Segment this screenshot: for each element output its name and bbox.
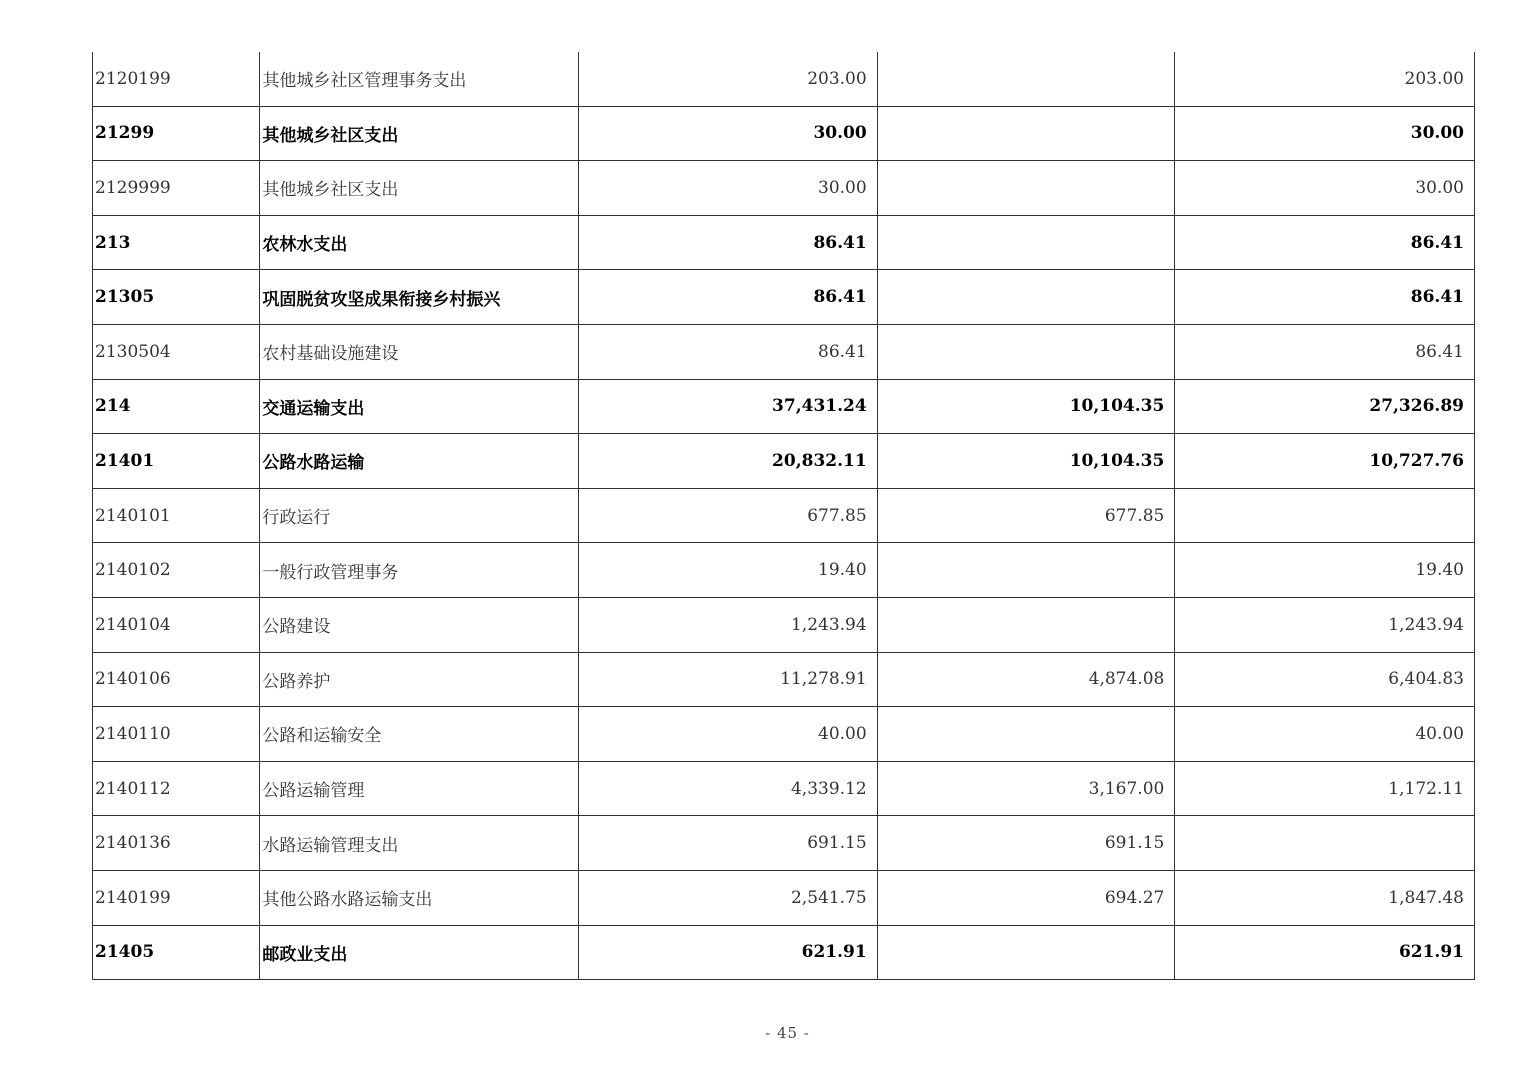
page-number: - 45 - bbox=[765, 1024, 810, 1042]
function-name-cell: 其他城乡社区支出 bbox=[260, 106, 579, 161]
total-amount-cell: 677.85 bbox=[579, 488, 878, 543]
function-code-cell: 2140110 bbox=[93, 707, 260, 762]
function-name-cell: 其他城乡社区支出 bbox=[260, 161, 579, 216]
table-row bbox=[93, 324, 1475, 379]
project-expenditure-cell: 27,326.89 bbox=[1175, 379, 1475, 434]
function-code-cell: 2129999 bbox=[93, 161, 260, 216]
project-expenditure-cell: 621.91 bbox=[1175, 925, 1475, 980]
total-amount-cell: 86.41 bbox=[579, 215, 878, 270]
project-expenditure-cell bbox=[1175, 488, 1475, 543]
project-expenditure-cell: 30.00 bbox=[1175, 106, 1475, 161]
basic-expenditure-cell bbox=[877, 925, 1175, 980]
project-expenditure-cell: 30.00 bbox=[1175, 161, 1475, 216]
function-code-cell: 21305 bbox=[93, 270, 260, 325]
function-code-cell: 214 bbox=[93, 379, 260, 434]
table-row bbox=[93, 925, 1475, 980]
project-expenditure-cell: 86.41 bbox=[1175, 324, 1475, 379]
table-row bbox=[93, 52, 1475, 106]
function-name-cell: 公路运输管理 bbox=[260, 761, 579, 816]
function-code-cell: 21401 bbox=[93, 434, 260, 489]
basic-expenditure-cell bbox=[877, 161, 1175, 216]
project-expenditure-cell: 203.00 bbox=[1175, 52, 1475, 106]
project-expenditure-cell: 86.41 bbox=[1175, 215, 1475, 270]
table-row bbox=[93, 215, 1475, 270]
table-body bbox=[93, 52, 1475, 980]
table-row bbox=[93, 652, 1475, 707]
function-code-cell: 2140104 bbox=[93, 597, 260, 652]
table-row bbox=[93, 106, 1475, 161]
function-code-cell: 2130504 bbox=[93, 324, 260, 379]
basic-expenditure-cell: 691.15 bbox=[877, 816, 1175, 871]
table-row bbox=[93, 434, 1475, 489]
total-amount-cell: 621.91 bbox=[579, 925, 878, 980]
basic-expenditure-cell: 10,104.35 bbox=[877, 379, 1175, 434]
table-row bbox=[93, 707, 1475, 762]
total-amount-cell: 30.00 bbox=[579, 161, 878, 216]
basic-expenditure-cell bbox=[877, 215, 1175, 270]
function-code-cell: 2140101 bbox=[93, 488, 260, 543]
table-row bbox=[93, 379, 1475, 434]
basic-expenditure-cell bbox=[877, 52, 1175, 106]
project-expenditure-cell: 40.00 bbox=[1175, 707, 1475, 762]
function-code-cell: 21299 bbox=[93, 106, 260, 161]
basic-expenditure-cell bbox=[877, 106, 1175, 161]
total-amount-cell: 19.40 bbox=[579, 543, 878, 598]
basic-expenditure-cell bbox=[877, 707, 1175, 762]
basic-expenditure-cell bbox=[877, 270, 1175, 325]
function-name-cell: 农村基础设施建设 bbox=[260, 324, 579, 379]
table-row bbox=[93, 543, 1475, 598]
function-code-cell: 213 bbox=[93, 215, 260, 270]
total-amount-cell: 40.00 bbox=[579, 707, 878, 762]
project-expenditure-cell: 19.40 bbox=[1175, 543, 1475, 598]
function-name-cell: 公路养护 bbox=[260, 652, 579, 707]
table-row bbox=[93, 870, 1475, 925]
table-row bbox=[93, 270, 1475, 325]
table-row bbox=[93, 761, 1475, 816]
total-amount-cell: 86.41 bbox=[579, 270, 878, 325]
function-code-cell: 21405 bbox=[93, 925, 260, 980]
function-name-cell: 一般行政管理事务 bbox=[260, 543, 579, 598]
table-row bbox=[93, 488, 1475, 543]
budget-expenditure-table bbox=[92, 52, 1475, 980]
function-name-cell: 行政运行 bbox=[260, 488, 579, 543]
project-expenditure-cell: 1,172.11 bbox=[1175, 761, 1475, 816]
function-name-cell: 公路和运输安全 bbox=[260, 707, 579, 762]
total-amount-cell: 691.15 bbox=[579, 816, 878, 871]
basic-expenditure-cell: 3,167.00 bbox=[877, 761, 1175, 816]
function-code-cell: 2140106 bbox=[93, 652, 260, 707]
basic-expenditure-cell bbox=[877, 324, 1175, 379]
table-row bbox=[93, 161, 1475, 216]
function-name-cell: 巩固脱贫攻坚成果衔接乡村振兴 bbox=[260, 270, 579, 325]
function-name-cell: 农林水支出 bbox=[260, 215, 579, 270]
total-amount-cell: 86.41 bbox=[579, 324, 878, 379]
function-code-cell: 2140136 bbox=[93, 816, 260, 871]
basic-expenditure-cell bbox=[877, 597, 1175, 652]
table-row bbox=[93, 816, 1475, 871]
total-amount-cell: 11,278.91 bbox=[579, 652, 878, 707]
function-name-cell: 其他公路水路运输支出 bbox=[260, 870, 579, 925]
basic-expenditure-cell: 10,104.35 bbox=[877, 434, 1175, 489]
function-name-cell: 邮政业支出 bbox=[260, 925, 579, 980]
function-code-cell: 2120199 bbox=[93, 52, 260, 106]
function-name-cell: 水路运输管理支出 bbox=[260, 816, 579, 871]
function-code-cell: 2140199 bbox=[93, 870, 260, 925]
table-row bbox=[93, 597, 1475, 652]
project-expenditure-cell: 1,847.48 bbox=[1175, 870, 1475, 925]
total-amount-cell: 2,541.75 bbox=[579, 870, 878, 925]
project-expenditure-cell: 1,243.94 bbox=[1175, 597, 1475, 652]
function-name-cell: 交通运输支出 bbox=[260, 379, 579, 434]
function-name-cell: 公路建设 bbox=[260, 597, 579, 652]
basic-expenditure-cell: 694.27 bbox=[877, 870, 1175, 925]
project-expenditure-cell: 6,404.83 bbox=[1175, 652, 1475, 707]
basic-expenditure-cell bbox=[877, 543, 1175, 598]
total-amount-cell: 30.00 bbox=[579, 106, 878, 161]
project-expenditure-cell bbox=[1175, 816, 1475, 871]
total-amount-cell: 4,339.12 bbox=[579, 761, 878, 816]
total-amount-cell: 1,243.94 bbox=[579, 597, 878, 652]
function-name-cell: 其他城乡社区管理事务支出 bbox=[260, 52, 579, 106]
function-code-cell: 2140102 bbox=[93, 543, 260, 598]
basic-expenditure-cell: 677.85 bbox=[877, 488, 1175, 543]
project-expenditure-cell: 10,727.76 bbox=[1175, 434, 1475, 489]
basic-expenditure-cell: 4,874.08 bbox=[877, 652, 1175, 707]
total-amount-cell: 20,832.11 bbox=[579, 434, 878, 489]
function-name-cell: 公路水路运输 bbox=[260, 434, 579, 489]
total-amount-cell: 37,431.24 bbox=[579, 379, 878, 434]
function-code-cell: 2140112 bbox=[93, 761, 260, 816]
total-amount-cell: 203.00 bbox=[579, 52, 878, 106]
project-expenditure-cell: 86.41 bbox=[1175, 270, 1475, 325]
